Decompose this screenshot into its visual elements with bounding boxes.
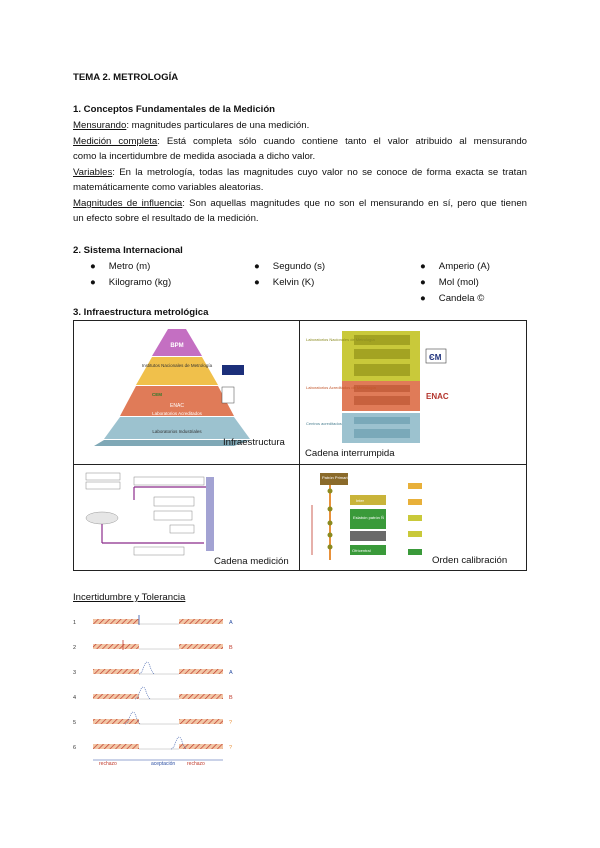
unit-label: Kilogramo (kg) (108, 277, 172, 288)
unit-amperio: ● Amperio (A) (420, 261, 490, 272)
pyramid-label: Laboratorios Industriales (152, 429, 202, 434)
verdict-label: B (229, 695, 233, 701)
orden-label: Eslabón patrón Ñ (353, 515, 384, 520)
reject-zone-left (93, 744, 139, 749)
mensurando-text: : magnitudes particulares de una medición. (126, 120, 310, 131)
medicion-completa-text: : Está completa sólo cuando contiene tanto el valor atribuido al mensurando (157, 136, 527, 147)
axis-label: rechazo (187, 761, 205, 767)
reject-zone-left (93, 694, 139, 699)
cadena-label: Laboratorios Acreditados de Metrología (306, 385, 376, 390)
orden-label: Patrón Primario (322, 475, 350, 480)
figure-orden-calibracion (299, 464, 527, 571)
row-number: 6 (73, 745, 77, 751)
axis-label: aceptación (151, 761, 176, 767)
row-number: 2 (73, 645, 77, 651)
orden-label: Inter (356, 498, 365, 503)
mensurando-term: Mensurando (73, 120, 127, 131)
figure-infraestructura (73, 320, 300, 465)
unit-label: Amperio (A) (438, 261, 490, 272)
pyramid-label: CEM (152, 392, 162, 397)
medicion-completa-line1 (73, 136, 527, 148)
cadena-interrumpida-diagram (300, 321, 527, 465)
reject-zone-left (93, 619, 139, 624)
variables-text: : En la metrología, todas las magnitudes cuyo valor no se conoce de forma exacta se tratan (112, 167, 527, 178)
pyramid-level-institutos (136, 357, 218, 385)
unit-label: Metro (m) (108, 261, 151, 272)
unit-label: Kelvin (K) (272, 277, 315, 288)
reject-zone-left (93, 719, 139, 724)
unit-kilogramo: ● Kilogramo (kg) (90, 277, 172, 288)
reject-zone-right (179, 644, 223, 649)
unit-kelvin: ● Kelvin (K) (254, 277, 315, 288)
unit-mol: ● Mol (mol) (420, 277, 479, 288)
unit-metro: ● Metro (m) (90, 261, 151, 272)
uncertainty-diagram (73, 610, 243, 770)
page-title: TEMA 2. METROLOGÍA (73, 72, 179, 83)
variables-line2: matemáticamente como variables aleatorias. (73, 182, 264, 193)
caption-orden-calibracion: Orden calibración (432, 555, 508, 566)
mensurando-def (73, 120, 309, 132)
pyramid-label: Laboratorios Acreditados (152, 411, 202, 416)
unit-label: Candela © (438, 293, 485, 304)
medicion-completa-term: Medición completa (73, 136, 158, 147)
reject-zone-left (93, 669, 139, 674)
axis-label: rechazo (99, 761, 117, 767)
svg-text:ЄM: ЄM (429, 353, 442, 362)
verdict-label: ? (229, 720, 233, 726)
reject-zone-left (93, 644, 139, 649)
pyramid-label: Institutos Nacionales de Metrología (141, 363, 213, 368)
figure-cadena-medicion (73, 464, 300, 571)
pyramid-level-industriales (104, 417, 250, 439)
figure-cadena-interrumpida (299, 320, 527, 465)
uncertainty-heading: Incertidumbre y Tolerancia (73, 592, 186, 603)
cadena-label: Centros acreditados (306, 421, 342, 426)
reject-zone-right (179, 669, 223, 674)
verdict-label: A (229, 620, 233, 626)
row-number: 4 (73, 695, 77, 701)
row-number: 1 (73, 620, 77, 626)
reject-zone-right (179, 719, 223, 724)
verdict-label: B (229, 645, 233, 651)
influencia-term: Magnitudes de influencia (73, 198, 183, 209)
logo-box (222, 387, 234, 403)
influencia-line1 (73, 198, 527, 210)
logo-box (222, 365, 244, 375)
reject-zone-right (179, 694, 223, 699)
section3-heading: 3. Infraestructura metrológica (73, 307, 209, 318)
cadena-label: Laboratorios Nacionales de Metrología (306, 337, 375, 342)
caption-cadena-medicion: Cadena medición (214, 556, 289, 567)
unit-label: Mol (mol) (438, 277, 479, 288)
pyramid-label: BPM (170, 343, 184, 349)
caption-cadena-interrumpida: Cadena interrumpida (305, 448, 395, 459)
reject-zone-right (179, 619, 223, 624)
influencia-text: : Son aquellas magnitudes que no son el mensurando en sí, pero que tienen (182, 198, 527, 209)
verdict-label: A (229, 670, 233, 676)
verdict-label: ? (229, 745, 233, 751)
unit-segundo: ● Segundo (s) (254, 261, 326, 272)
medicion-completa-line2: como la incertidumbre de medida asociada a dicho valor. (73, 151, 316, 162)
variables-term: Variables (73, 167, 113, 178)
caption-infraestructura: Infraestructura (223, 437, 285, 448)
variables-line1 (73, 167, 527, 179)
enac-logo: ENAC (426, 392, 449, 401)
uncertainty-curve (139, 662, 155, 674)
row-number: 5 (73, 720, 77, 726)
pyramid-label: ENAC (170, 403, 184, 409)
row-number: 3 (73, 670, 77, 676)
section1-heading: 1. Conceptos Fundamentales de la Medición (73, 104, 276, 115)
unit-candela: ● Candela © (420, 293, 485, 304)
section2-heading: 2. Sistema Internacional (73, 245, 183, 256)
orden-label: Ofrícentral (352, 548, 371, 553)
unit-label: Segundo (s) (272, 261, 326, 272)
influencia-line2: un efecto sobre el resultado de la medición. (73, 213, 259, 224)
